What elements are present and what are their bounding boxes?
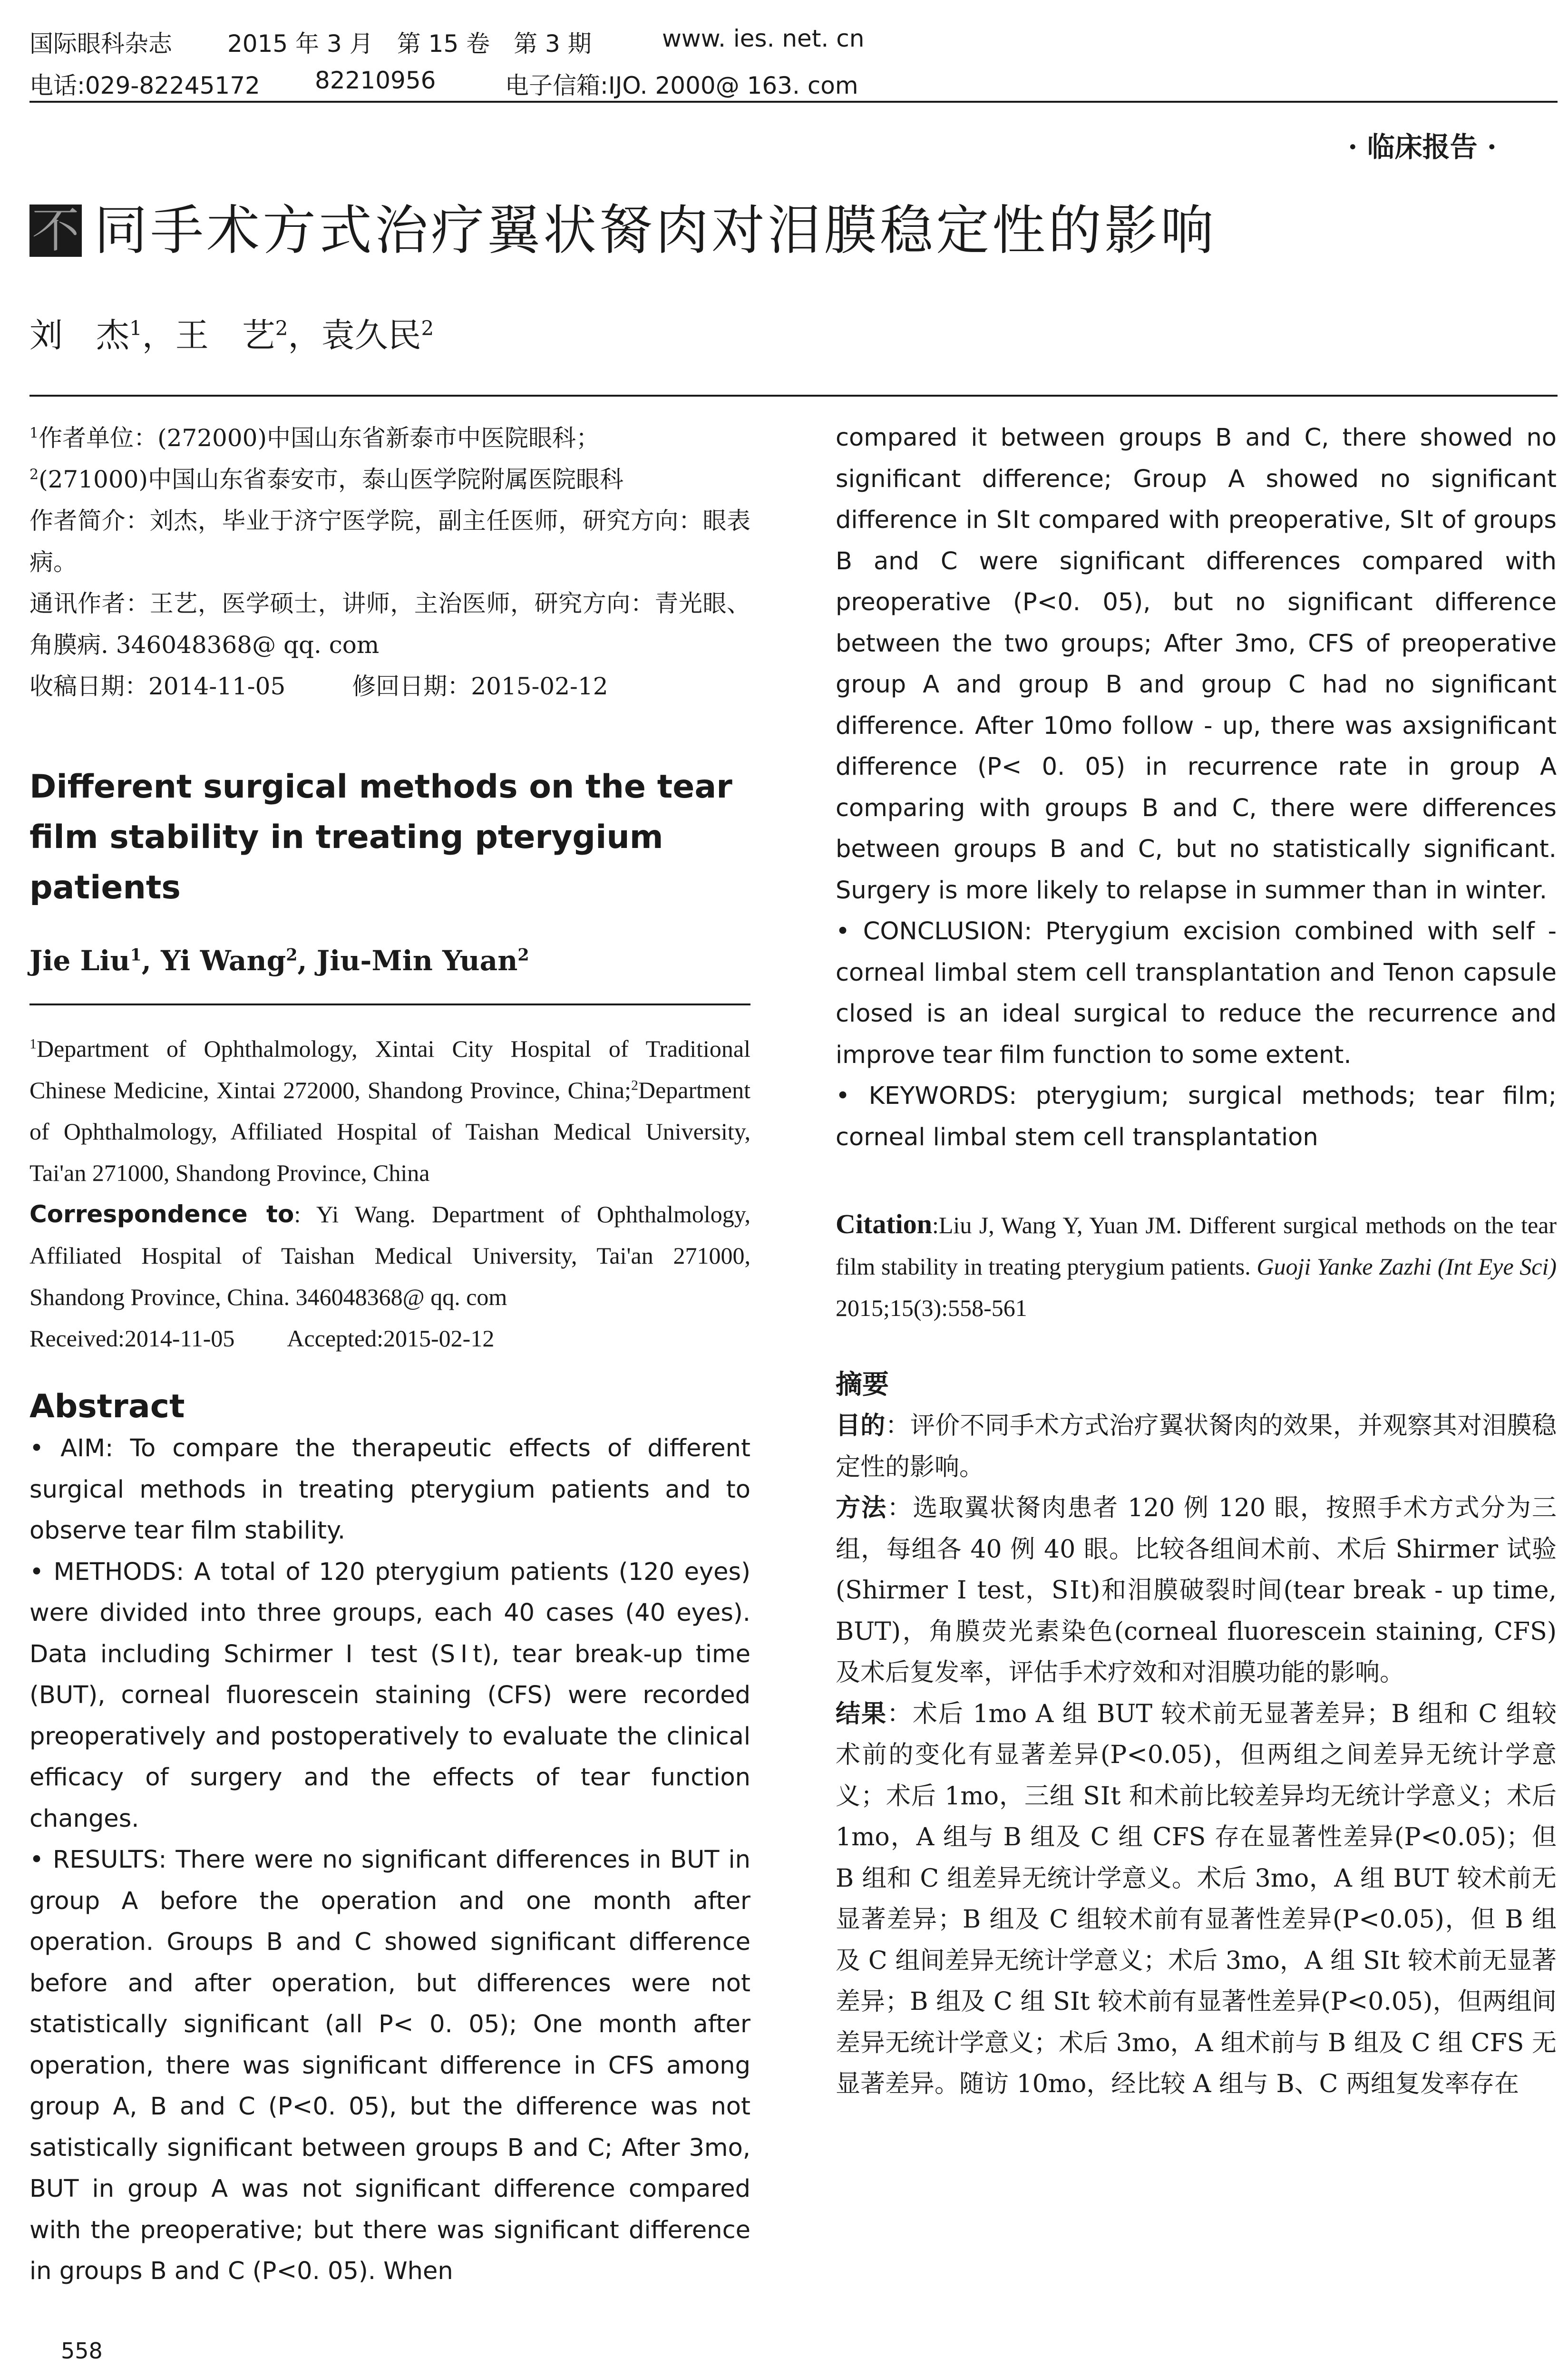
author-info-cn bbox=[29, 418, 750, 707]
dates-cn bbox=[29, 666, 750, 707]
author-1: 刘 杰 bbox=[29, 316, 129, 355]
affil-rule bbox=[29, 1003, 750, 1005]
journal-phone: 电话:029-82245172 bbox=[29, 72, 260, 99]
author-separator: ， bbox=[142, 316, 175, 355]
author-2: 王 艺 bbox=[175, 316, 275, 355]
author-3: 袁久民 bbox=[321, 316, 421, 355]
citation: Citation:Liu J, Wang Y, Yuan JM. Different surgical methods on the tear film stability in treating pterygium patients. Guoji Yanke Zazhi (Int Eye Sci) 2015;15(3):558-561 bbox=[836, 1208, 1557, 1321]
abstract-left bbox=[29, 1428, 750, 2292]
journal-phone-2: 82210956 bbox=[315, 67, 436, 94]
abstract-cn-results: 结果：术后 1mo A 组 BUT 较术前无显著差异；B 组和 C 组较术前的变化有显著差异(P<0.05)，但两组之间差异无统计学意义；术后 1mo，三组 SⅠt 和术前比较差异均无统计学意义；术后 1mo，A 组与 B 组及 C 组 CFS 存在显著性差异(P<0.05)；但 B 组和 C 组差异无统计学意义。术后 3mo，A 组 BUT 较术前无显著差异；B 组及 C 组较术前有显著性差异(P<0.05)，但 B 组及 C 组间差异无统计学意义；术后 3mo，A 组 SⅠt 较术前无显著差异；B 组及 C 组 SⅠt 较术前有显著性差异(P<0.05)，但两组间差异无统计学意义；术后 3mo，A 组术前与 B 组及 C 组 CFS 无显著差异。随访 10mo，经比较 A 组与 B、C 两组复发率存在 bbox=[836, 1699, 1557, 2098]
author-intro-cn: 作者简介：刘杰，毕业于济宁医学院，副主任医师，研究方向：眼表病。 bbox=[29, 507, 750, 576]
page-title: 同手术方式治疗翼状胬肉对泪膜稳定性的影响 bbox=[94, 200, 1217, 262]
author-2-affil: 2 bbox=[275, 316, 288, 340]
author-1-affil: 1 bbox=[129, 316, 142, 340]
affiliation-cn: $^1$作者单位：(272000)中国山东省新泰市中医院眼科； $^2$(271000)中国山东省泰安市，泰山医学院附属医院眼科 bbox=[29, 424, 623, 493]
authors-rule bbox=[29, 395, 1558, 397]
abstract-cn-heading: 摘要 bbox=[836, 1369, 889, 1400]
left-column bbox=[29, 418, 750, 2292]
author-3-affil: 2 bbox=[421, 316, 434, 340]
page-number: 558 bbox=[61, 2338, 103, 2364]
abstract-results: • RESULTS: There were no significant differences in BUT in group A before the operation and one month after operation. Groups B and C showed significant difference before and after operation, but differences were not statistically significant (all P< 0. 05); One month after operation, there was significant difference in CFS among group A, B and C (P<0. 05), but the difference was not satistically significant between groups B and C; After 3mo, BUT in group A was not significant difference compared with the preoperative; but there was significant difference in groups B and C (P<0. 05). When bbox=[29, 1846, 750, 2285]
dates-en: Received:2014-11-05 Accepted:2015-02-12 bbox=[29, 1325, 495, 1352]
citation-label: Citation bbox=[836, 1208, 932, 1239]
abstract-conclusion: • CONCLUSION: Pterygium excision combined with self - corneal limbal stem cell transplantation and Tenon capsule closed is an ideal surgical to reduce the recurrence and improve tear film function to some extent. bbox=[836, 917, 1557, 1069]
abstract-cn-methods: 方法：选取翼状胬肉患者 120 例 120 眼，按照手术方式分为三组，每组各 40 例 40 眼。比较各组间术前、术后 Shirmer 试验(Shirmer Ⅰ test，SⅠt)和泪膜破裂时间(tear break - up time, BUT)，角膜荧光素染色(corneal fluorescein staining, CFS)及术后复发率，评估手术疗效和对泪膜功能的影响。 bbox=[836, 1494, 1557, 1687]
journal-website: www. ies. net. cn bbox=[662, 25, 865, 52]
right-column bbox=[836, 418, 1557, 2105]
abstract-right bbox=[836, 418, 1557, 1158]
revised-date-cn: 修回日期：2015-02-12 bbox=[352, 672, 608, 700]
correspondence-cn: 通讯作者：王艺，医学硕士，讲师，主治医师，研究方向：青光眼、角膜病. 346048368@ qq. com bbox=[29, 590, 750, 659]
abstract-aim: • AIM: To compare the therapeutic effects of different surgical methods in treating pterygium patients and to observe tear film stability. bbox=[29, 1434, 750, 1545]
correspondence-en: Correspondence to: Yi Wang. Department of Ophthalmology, Affiliated Hospital of Taishan Medical University, Tai'an 271000, Shandong Province, China. 346048368@ qq. com bbox=[29, 1200, 750, 1310]
section-tag: · 临床报告 · bbox=[1348, 131, 1497, 163]
title-initial: 不 bbox=[32, 203, 79, 258]
abstract-cn-aim: 目的：评价不同手术方式治疗翼状胬肉的效果，并观察其对泪膜稳定性的影响。 bbox=[836, 1412, 1557, 1481]
abstract-heading: Abstract bbox=[29, 1388, 185, 1425]
title-initial-box bbox=[29, 205, 82, 257]
abstract-results-cont: compared it between groups B and C, there showed no significant difference; Group A showed no significant difference in SⅠt compared with preoperative, SⅠt of groups B and C were significant differences compared with preoperative (P<0. 05), but no significant difference between the two groups; After 3mo, CFS of preoperative group A and group B and group C had no significant difference. After 10mo follow - up, there was axsignificant difference (P< 0. 05) in recurrence rate in group A comparing with groups B and C, there were differences between groups B and C, but no statistically significant. Surgery is more likely to relapse in summer than in winter. bbox=[836, 424, 1557, 905]
received-date-cn: 收稿日期：2014-11-05 bbox=[29, 672, 286, 700]
title-en: Different surgical methods on the tear film stability in treating pterygium patients bbox=[29, 768, 732, 906]
abstract-keywords: • KEYWORDS: pterygium; surgical methods; tear film; corneal limbal stem cell transplantation bbox=[836, 1082, 1557, 1151]
abstract-cn bbox=[836, 1405, 1557, 2105]
issue-info: 2015 年 3 月 第 15 卷 第 3 期 bbox=[227, 30, 592, 58]
authors-en: Jie Liu$^1$, Yi Wang$^2$, Jiu-Min Yuan$^2$ bbox=[29, 945, 529, 977]
journal-email: 电子信箱:IJO. 2000@ 163. com bbox=[505, 72, 858, 99]
abstract-methods: • METHODS: A total of 120 pterygium patients (120 eyes) were divided into three groups, each 40 cases (40 eyes). Data including Schirmer Ⅰ test (SⅠt), tear break-up time (BUT), corneal fluorescein staining (CFS) were recorded preoperatively and postoperatively to evaluate the clinical efficacy of surgery and the effects of tear function changes. bbox=[29, 1558, 751, 1833]
authors-cn bbox=[29, 314, 434, 357]
journal-name: 国际眼科杂志 bbox=[29, 30, 172, 58]
header-rule bbox=[29, 101, 1558, 103]
affiliations-en: $^1$Department of Ophthalmology, Xintai City Hospital of Traditional Chinese Medicine, Xintai 272000, Shandong Province, China;$^2$Department of Ophthalmology, Affiliated Hospital of Taishan Medical University, Tai'an 271000, Shandong Province, China Correspondence to: Yi Wang. Department of Ophthalmology, Affiliated Hospital of Taishan Medical University, Tai'an 271000, Shandong Province, China. 346048368@ qq. com Received:2014-11-05 Accepted:2015-02-12 bbox=[29, 1028, 750, 1359]
author-separator: ， bbox=[288, 316, 321, 355]
